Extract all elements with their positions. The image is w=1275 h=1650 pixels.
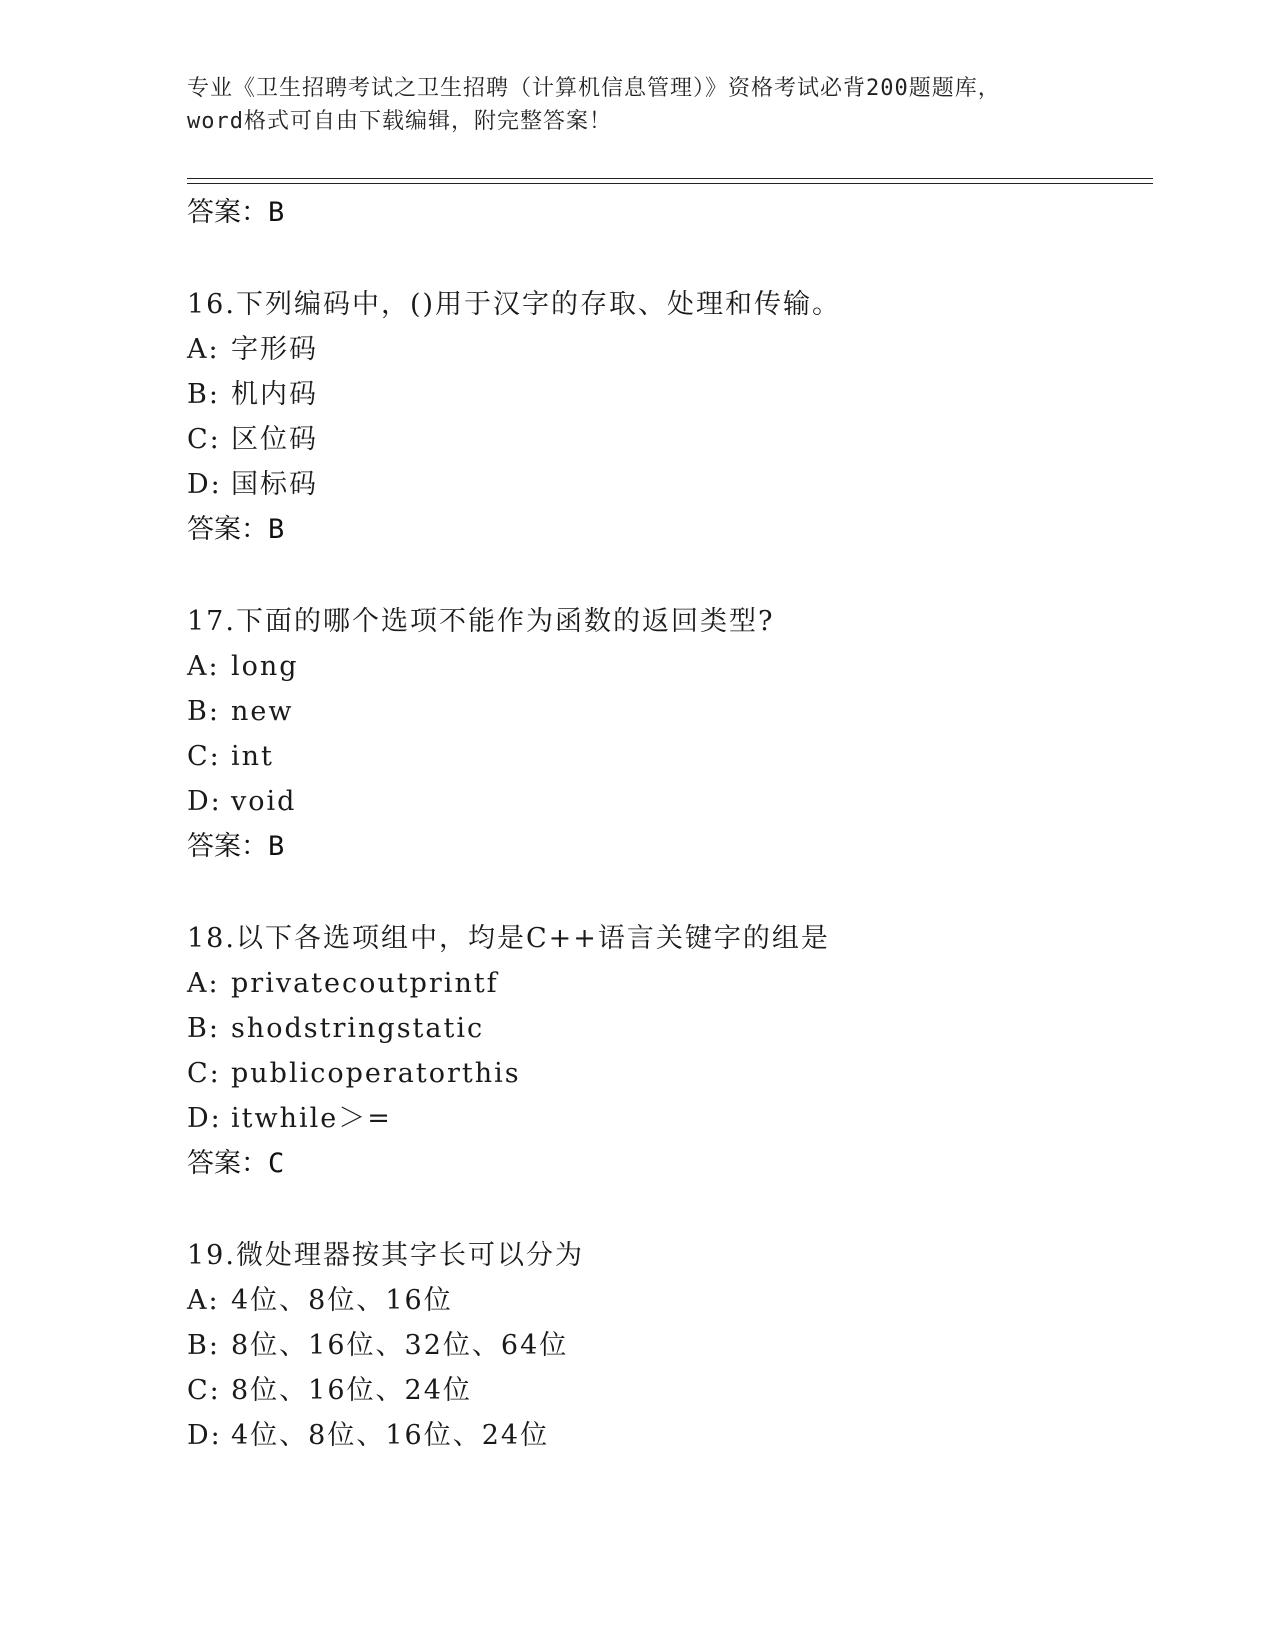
option-d [187,779,1147,824]
option-text: itwhile＞= [231,1103,392,1134]
option-label: C: [187,1058,221,1089]
option-label: D: [187,1103,222,1134]
option-b [187,1323,1147,1368]
option-c [187,734,1147,779]
option-a [187,327,1147,372]
question-17 [187,599,1147,869]
question-19 [187,1233,1147,1458]
option-label: C: [187,741,221,772]
option-label: B: [187,379,220,410]
question-list [187,190,1147,1458]
answer-line: 答案：B [187,197,285,228]
option-text: privatecoutprintf [231,968,499,999]
option-text: new [231,696,294,727]
option-text: 8位、16位、24位 [231,1375,472,1406]
option-text: 4位、8位、16位 [231,1285,453,1316]
answer-line: 答案：B [187,514,285,545]
option-text: shodstringstatic [231,1013,485,1044]
option-b [187,689,1147,734]
option-label: D: [187,469,222,500]
option-c [187,1368,1147,1413]
header-line-2: word格式可自由下载编辑，附完整答案！ [187,109,612,134]
answer-line: 答案：B [187,831,285,862]
question-stem: 16.下列编码中，()用于汉字的存取、处理和传输。 [187,289,842,320]
option-text: 国标码 [231,469,318,500]
answer-line: 答案：C [187,1148,285,1179]
option-text: 区位码 [231,424,318,455]
question-16 [187,282,1147,552]
option-d [187,1413,1147,1458]
document-header [187,72,1087,138]
option-a [187,1278,1147,1323]
option-b [187,1006,1147,1051]
option-text: 字形码 [231,334,318,365]
header-divider-bottom [187,183,1153,184]
header-divider-top [187,178,1153,179]
option-label: C: [187,424,221,455]
option-label: C: [187,1375,221,1406]
option-label: D: [187,1420,222,1451]
option-b [187,372,1147,417]
option-label: A: [187,651,220,682]
option-d [187,462,1147,507]
option-c [187,1051,1147,1096]
option-label: B: [187,1013,220,1044]
question-stem: 18.以下各选项组中，均是C++语言关键字的组是 [187,923,830,954]
option-label: A: [187,1285,220,1316]
option-text: long [231,651,299,682]
option-label: B: [187,696,220,727]
option-text: publicoperatorthis [231,1058,521,1089]
option-text: int [231,741,274,772]
option-a [187,644,1147,689]
option-text: 8位、16位、32位、64位 [231,1330,569,1361]
option-label: B: [187,1330,220,1361]
option-text: 4位、8位、16位、24位 [231,1420,550,1451]
option-a [187,961,1147,1006]
option-c [187,417,1147,462]
header-line-1: 专业《卫生招聘考试之卫生招聘（计算机信息管理）》资格考试必背200题题库， [187,76,1001,101]
option-text: void [231,786,297,817]
option-label: A: [187,334,220,365]
question-18 [187,916,1147,1186]
option-label: D: [187,786,222,817]
option-label: A: [187,968,220,999]
question-stem: 19.微处理器按其字长可以分为 [187,1240,584,1271]
question-stem: 17.下面的哪个选项不能作为函数的返回类型? [187,606,775,637]
option-d [187,1096,1147,1141]
option-text: 机内码 [231,379,318,410]
